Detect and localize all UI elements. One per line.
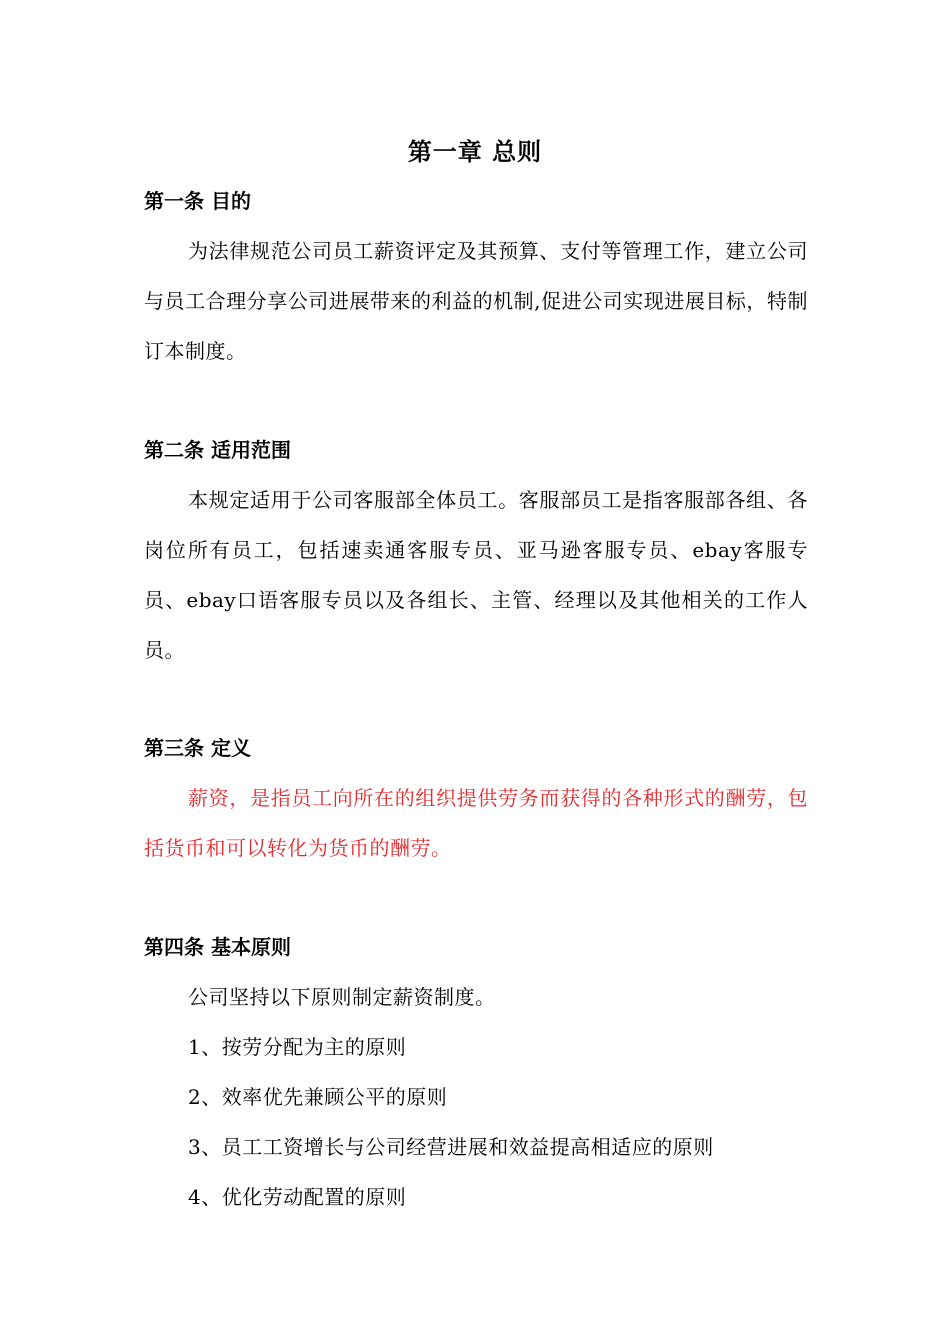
article-2-heading: 第二条 适用范围 (144, 438, 291, 462)
principle-item-3: 3、员工工资增长与公司经营进展和效益提高相适应的原则 (188, 1135, 714, 1159)
article-1-body: 为法律规范公司员工薪资评定及其预算、支付等管理工作，建立公司与员工合理分享公司进展带来的利益的机制,促进公司实现进展目标，特制订本制度。 (144, 239, 808, 363)
principle-item-4: 4、优化劳动配置的原则 (188, 1185, 407, 1209)
article-2-body: 本规定适用于公司客服部全体员工。客服部员工是指客服部各组、各岗位所有员工，包括速卖通客服专员、亚马逊客服专员、ebay客服专员、ebay口语客服专员以及各组长、主管、经理以及其他相关的工作人员。 (144, 488, 808, 662)
chapter-title: 第一章 总则 (407, 138, 543, 166)
article-4-intro: 公司坚持以下原则制定薪资制度。 (188, 985, 496, 1009)
article-3-heading: 第三条 定义 (144, 736, 251, 760)
article-4-heading: 第四条 基本原则 (144, 935, 291, 959)
principle-item-1: 1、按劳分配为主的原则 (188, 1035, 407, 1059)
article-1-heading: 第一条 目的 (144, 189, 251, 213)
article-3-body: 薪资，是指员工向所在的组织提供劳务而获得的各种形式的酬劳，包括货币和可以转化为货币的酬劳。 (144, 786, 808, 860)
principle-item-2: 2、效率优先兼顾公平的原则 (188, 1085, 448, 1109)
